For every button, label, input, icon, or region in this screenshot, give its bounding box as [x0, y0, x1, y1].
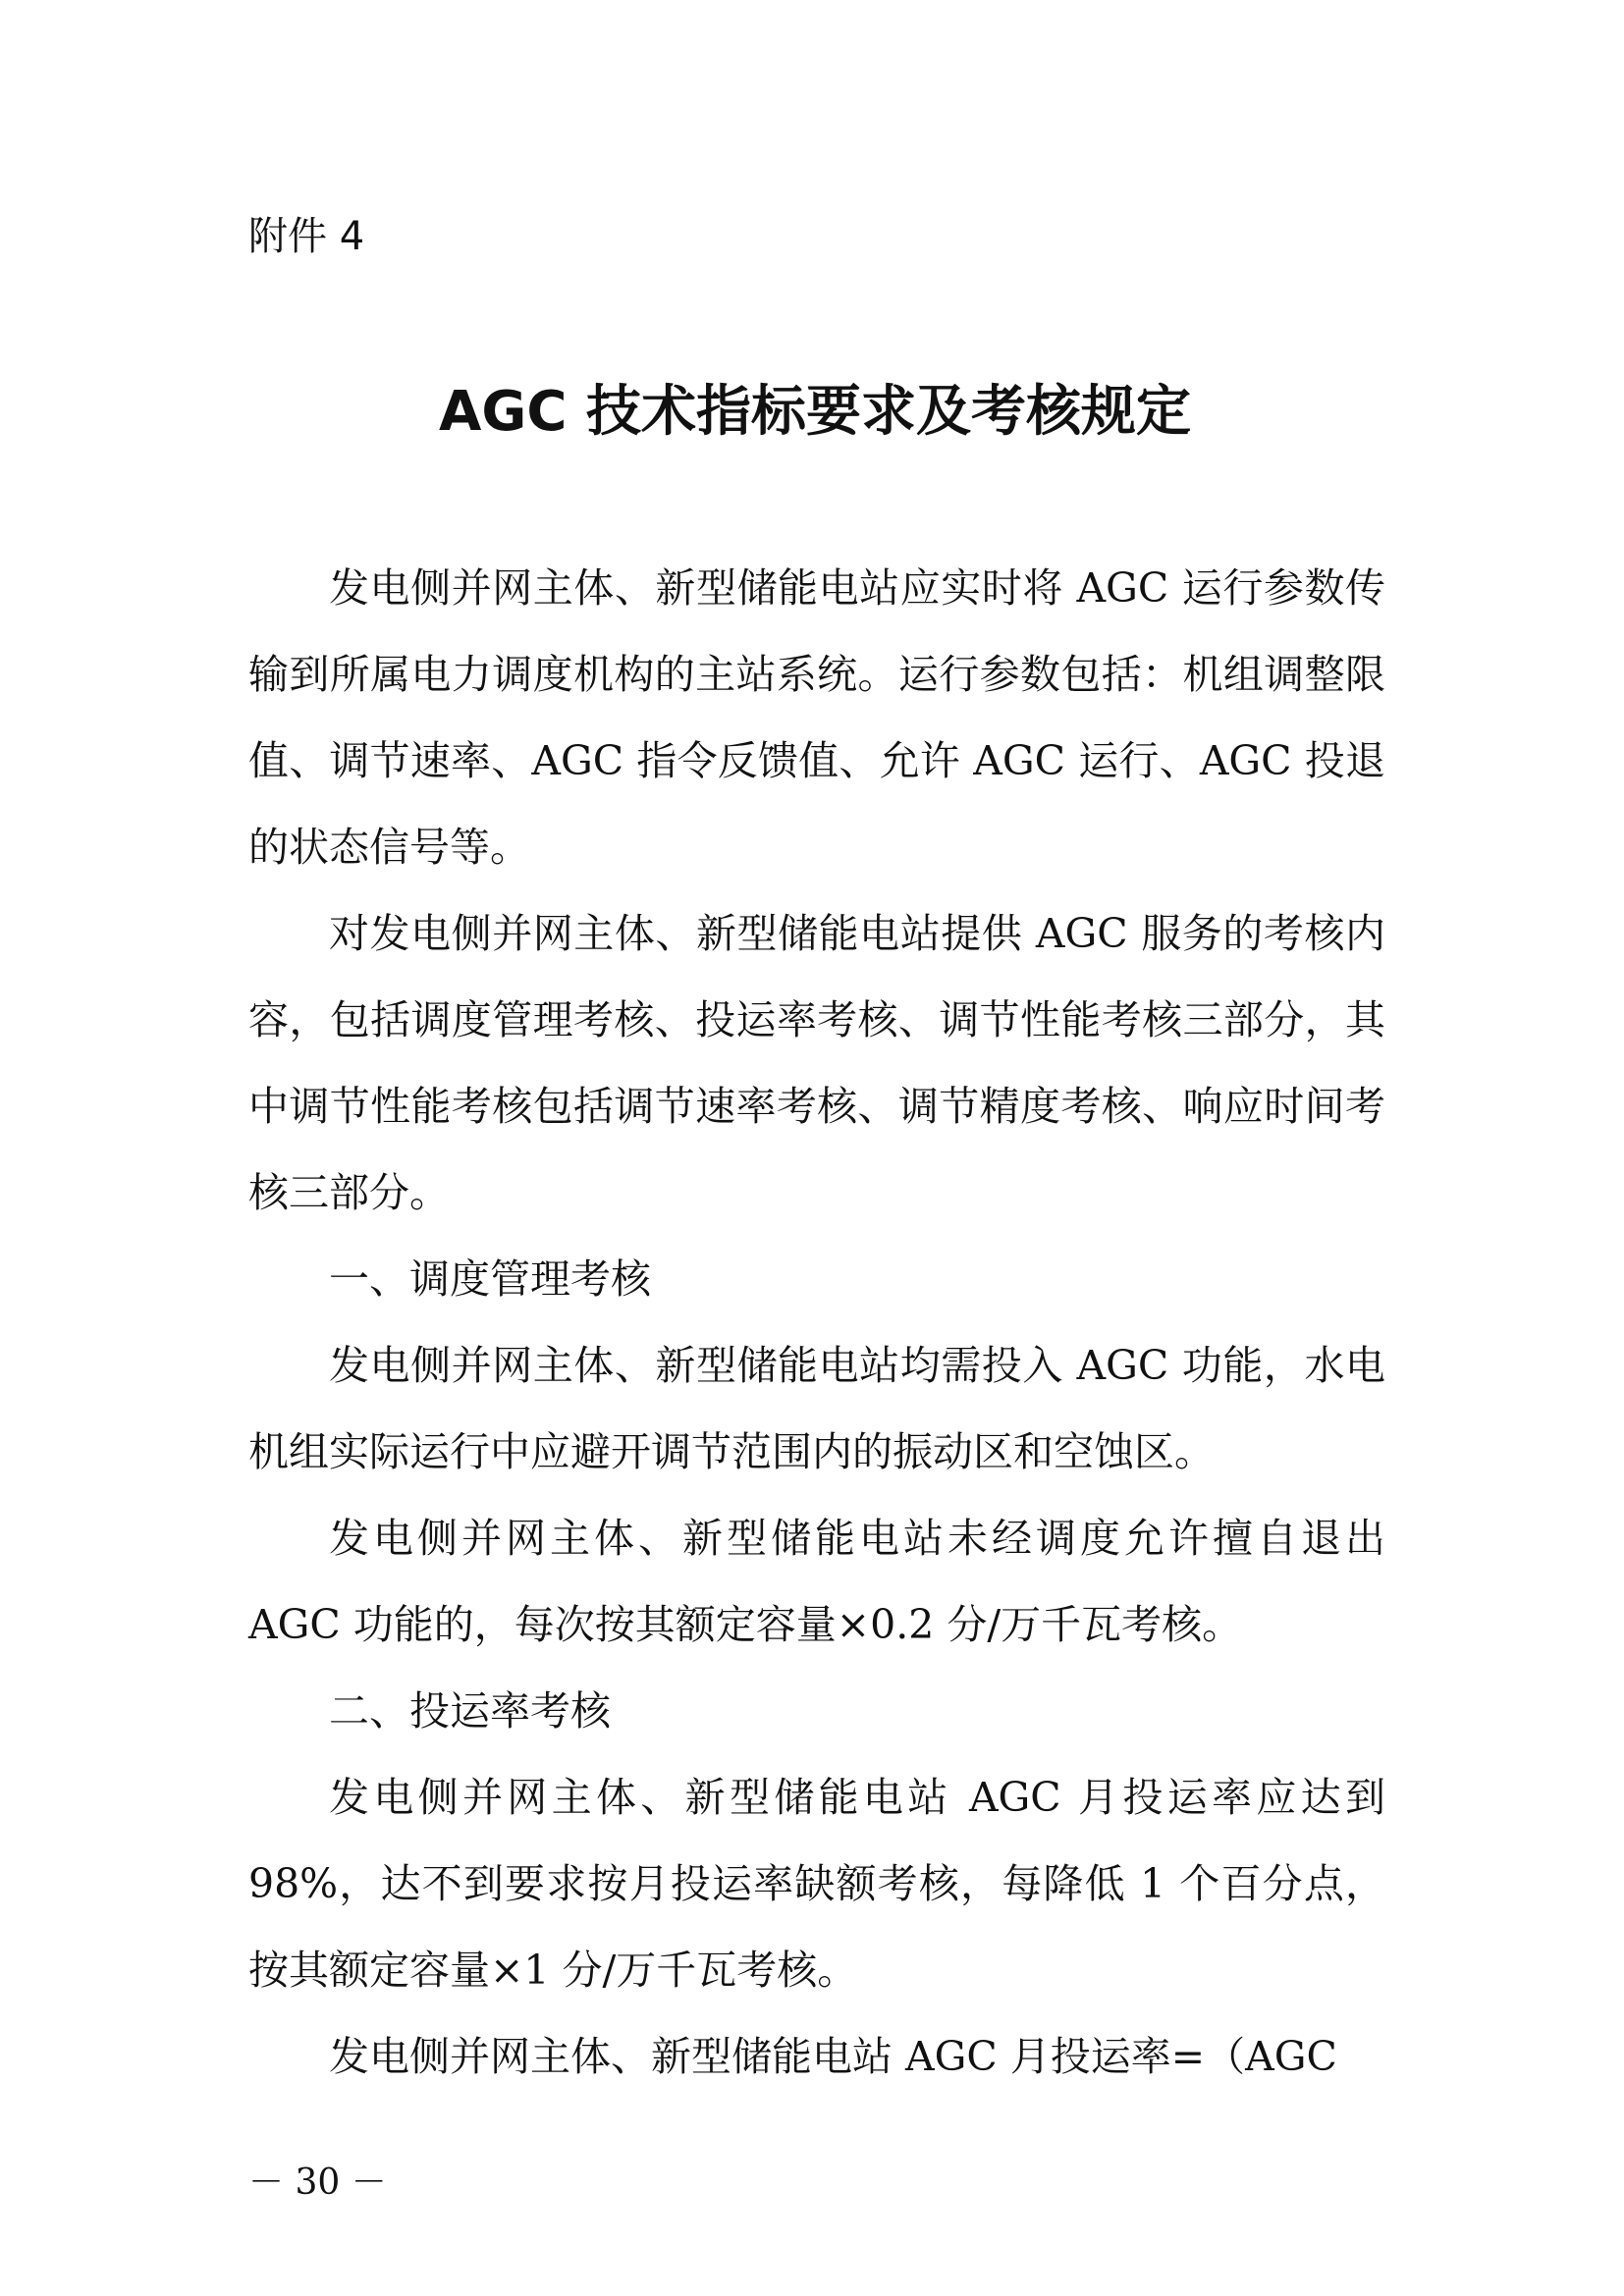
paragraph-agc-parameters: 发电侧并网主体、新型储能电站应实时将 AGC 运行参数传输到所属电力调度机构的主站系统。运行参数包括：机组调整限值、调节速率、AGC 指令反馈值、允许 AGC 运行、AGC 投退的状态信号等。 [248, 564, 1385, 871]
paragraph-operation-rate-requirement: 发电侧并网主体、新型储能电站 AGC 月投运率应达到 98%，达不到要求按月投运率缺额考核，每降低 1 个百分点，按其额定容量×1 分/万千瓦考核。 [248, 1774, 1385, 1994]
document-body [248, 545, 1385, 2100]
section-heading-dispatch-management: 一、调度管理考核 [329, 1255, 651, 1303]
document-title: AGC 技术指标要求及考核规定 [439, 380, 1191, 444]
section-heading-operation-rate: 二、投运率考核 [329, 1687, 611, 1735]
attachment-label: 附件 4 [248, 214, 365, 259]
paragraph-agc-function: 发电侧并网主体、新型储能电站均需投入 AGC 功能，水电机组实际运行中应避开调节范围内的振动区和空蚀区。 [248, 1342, 1385, 1475]
paragraph-unauthorized-exit: 发电侧并网主体、新型储能电站未经调度允许擅自退出 AGC 功能的，每次按其额定容量×0.2 分/万千瓦考核。 [248, 1515, 1385, 1648]
paragraph-operation-rate-formula: 发电侧并网主体、新型储能电站 AGC 月投运率=（AGC [329, 2033, 1337, 2080]
paragraph-assessment-content: 对发电侧并网主体、新型储能电站提供 AGC 服务的考核内容，包括调度管理考核、投运率考核、调节性能考核三部分，其中调节性能考核包括调节速率考核、调节精度考核、响应时间考核三部分。 [248, 910, 1385, 1216]
page-number: － 30 － [248, 2163, 387, 2203]
